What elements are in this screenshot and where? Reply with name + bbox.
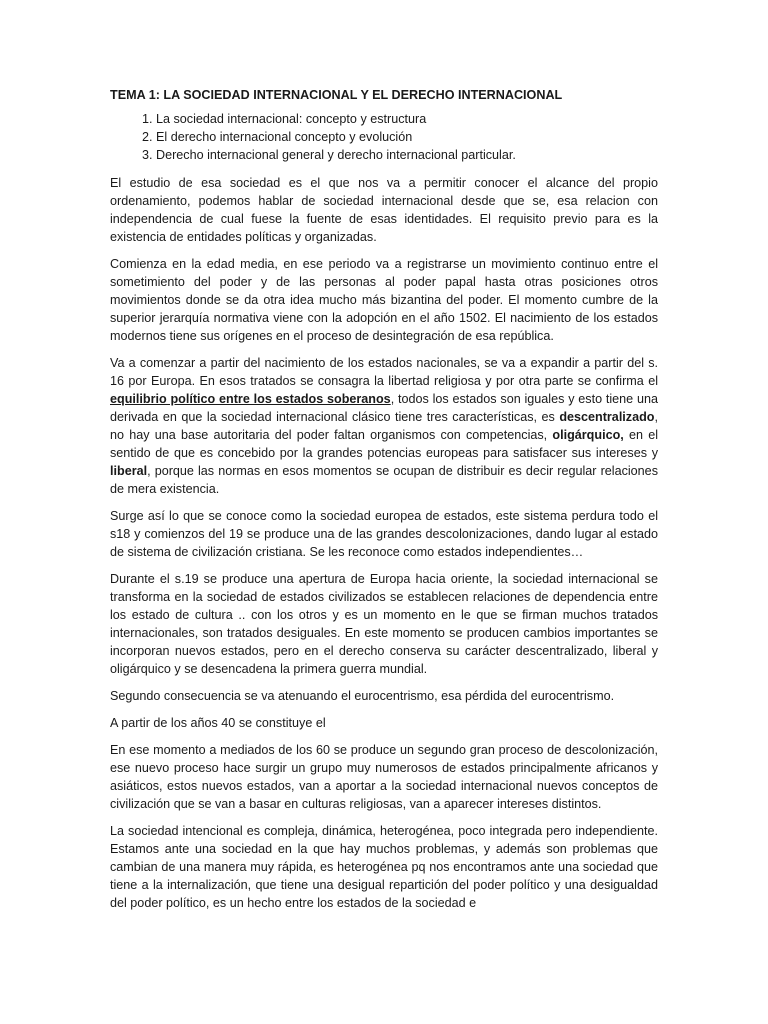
underlined-term-equilibrio: equilibrio político entre los estados soberanos <box>110 392 391 406</box>
paragraph-4: Surge así lo que se conoce como la sociedad europea de estados, este sistema perdura todo el s18 y comienzos del 19 se produce una de las grandes descolonizaciones, dando lugar al estado de sistema de civilización cristiana. Se les reconoce como estados independientes… <box>110 509 658 559</box>
paragraph-3-text: Va a comenzar a partir del nacimiento de los estados nacionales, se va a expandir a partir del s. 16 por Europa. En esos tratados se consagra la libertad religiosa y por otra parte se confirma el <box>110 356 658 388</box>
paragraph-3-text: , todos los estados son iguales y esto tiene una derivada en que la sociedad internacional clásico tiene tres características, es <box>110 392 658 424</box>
paragraph-1: El estudio de esa sociedad es el que nos va a permitir conocer el alcance del propio ordenamiento, podemos hablar de sociedad internacional desde que se, esa relacion con independencia de cual fuese la fuente de esas identidades. El requisito previo para es la existencia de entidades políticas y organizadas. <box>110 176 658 244</box>
document-title: TEMA 1: LA SOCIEDAD INTERNACIONAL Y EL DERECHO INTERNACIONAL <box>110 88 563 102</box>
paragraph-3 <box>110 354 658 498</box>
paragraph-5: Durante el s.19 se produce una apertura de Europa hacia oriente, la sociedad internacional se transforma en la sociedad de estados civilizados se establecen relaciones de dependencia entre los estado de cultura .. con los otros y es un momento en le que se firman muchos tratados internacionales, son tratados desiguales. En este momento se producen cambios importantes se incorporan nuevos estados, pero en el derecho conserva su carácter descentralizado, liberal y oligárquico y se desencadena la primera guerra mundial. <box>110 572 658 676</box>
paragraph-3-text: , porque las normas en esos momentos se ocupan de distribuir es decir regular relaciones de mera existencia. <box>110 464 658 496</box>
bold-term-oligarquico: oligárquico, <box>552 428 624 442</box>
paragraph-6: Segundo consecuencia se va atenuando el eurocentrismo, esa pérdida del eurocentrismo. <box>110 689 615 703</box>
paragraph-3-text: , no hay una base autoritaria del poder faltan organismos con competencias, <box>110 410 658 442</box>
outline-item: 3. Derecho internacional general y derecho internacional particular. <box>156 146 658 164</box>
paragraph-7: A partir de los años 40 se constituye el <box>110 716 326 730</box>
paragraph-9: La sociedad intencional es compleja, dinámica, heterogénea, poco integrada pero independiente. Estamos ante una sociedad en la que hay muchos problemas, y además son problemas que cambian de una manera muy rápida, es heterogénea pq nos encontramos ante una sociedad que tiene a la internalización, que tiene una desigual repartición del poder político y una desigualdad del poder político, es un hecho entre los estados de la sociedad e <box>110 824 658 910</box>
outline-item: 2. El derecho internacional concepto y evolución <box>156 128 658 146</box>
topic-outline <box>110 110 658 164</box>
bold-term-descentralizado: descentralizado <box>559 410 655 424</box>
paragraph-3-text: en el sentido de que es concebido por la grandes potencias europeas para satisfacer sus intereses y <box>110 428 658 460</box>
outline-item: 1. La sociedad internacional: concepto y estructura <box>156 110 658 128</box>
paragraph-8: En ese momento a mediados de los 60 se produce un segundo gran proceso de descolonización, ese nuevo proceso hace surgir un grupo muy numerosos de estados principalmente africanos y asiáticos, estos nuevos estados, van a aportar a la sociedad internacional nuevos conceptos de civilización que se van a basar en culturas religiosas, van a aparecer intereses distintos. <box>110 743 658 811</box>
bold-term-liberal: liberal <box>110 464 148 478</box>
paragraph-2: Comienza en la edad media, en ese periodo va a registrarse un movimiento continuo entre el sometimiento del poder y de las personas al poder papal hasta otras posiciones otros movimientos donde se da otra idea mucho más bizantina del poder. El momento cumbre de la superior jerarquía normativa viene con la adopción en el año 1502. El nacimiento de los estados modernos tiene sus orígenes en el proceso de desintegración de esa república. <box>110 257 658 343</box>
